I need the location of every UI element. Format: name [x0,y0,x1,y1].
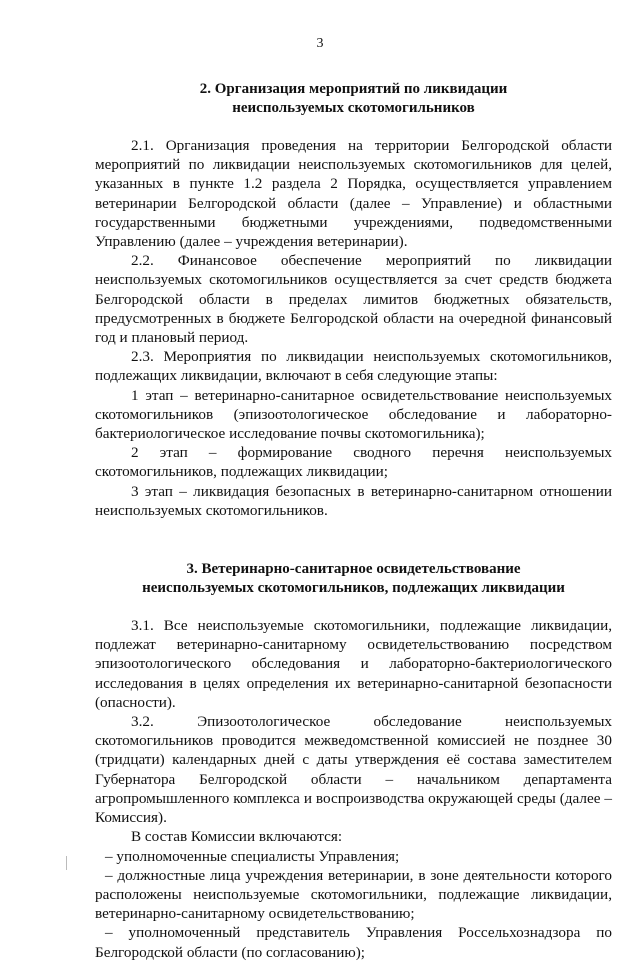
section-2-heading-line2: неиспользуемых скотомогильников [232,100,475,116]
paragraph-2-3: 2.3. Мероприятия по ликвидации неиспользуемых скотомогильников, подлежащих ликвидации, включают в себя следующие этапы: [95,348,612,385]
paragraph-3-1: 3.1. Все неиспользуемые скотомогильники, подлежащие ликвидации, подлежат ветеринарно-санитарному освидетельствованию посредством эпизоотологического обследования и лабораторно-бактериологического исследования в целях определения их ветеринарно-санитарной безопасности (опасности). [95,617,612,711]
stage-1: 1 этап – ветеринарно-санитарное освидетельствование неиспользуемых скотомогильников (эпизоотологическое обследование и лабораторно-бактериологическое исследование почвы скотомогильника); [95,386,612,443]
paragraph-2-2: 2.2. Финансовое обеспечение мероприятий по ликвидации неиспользуемых скотомогильников осуществляется за счет средств бюджета Белгородской области в пределах лимитов бюджетных обязательств, предусмотренных в бюджете Белгородской области на очередной финансовый год и плановый период. [95,252,612,347]
margin-mark [66,856,70,870]
commission-member-2: – должностные лица учреждения ветеринарии, в зоне деятельности которого расположены неиспользуемые скотомогильники, подлежащие ликвидации, ветеринарно-санитарному освидетельствованию; [95,866,612,923]
stage-2: 2 этап – формирование сводного перечня неиспользуемых скотомогильников, подлежащих ликвидации; [95,444,612,481]
section-3-heading-line2: неиспользуемых скотомогильников, подлежащих ликвидации [142,580,565,597]
stage-3: 3 этап – ликвидация безопасных в ветеринарно-санитарном отношении неиспользуемых скотомогильников. [95,482,612,519]
section-3-heading [95,560,612,598]
commission-member-1: – уполномоченные специалисты Управления; [105,847,400,865]
commission-intro: В состав Комиссии включаются: [131,828,343,846]
section-2-heading-line1: 2. Организация мероприятий по ликвидации [199,81,508,97]
section-3-heading-line1: 3. Ветеринарно-санитарное освидетельствование [186,561,521,578]
paragraph-3-2: 3.2. Эпизоотологическое обследование неиспользуемых скотомогильников проводится межведомственной комиссией не позднее 30 (тридцати) календарных дней с даты утверждения её состава заместителем Губернатора Белгородской области – начальником департамента агропромышленного комплекса и воспроизводства окружающей среды (далее – Комиссия). [95,713,612,827]
section-2-heading [95,80,612,118]
commission-member-3: – уполномоченный представитель Управления Россельхознадзора по Белгородской области (по согласованию); [95,924,612,961]
page-number: 3 [316,36,324,51]
page-content [95,62,612,962]
paragraph-2-1: 2.1. Организация проведения на территории Белгородской области мероприятий по ликвидации неиспользуемых скотомогильников для целей, указанных в пункте 1.2 раздела 2 Порядка, осуществляется управлением ветеринарии Белгородской области (далее – Управление) и областными государственными бюджетными учреждениями, подведомственными Управлению (далее – учреждения ветеринарии). [95,137,612,251]
